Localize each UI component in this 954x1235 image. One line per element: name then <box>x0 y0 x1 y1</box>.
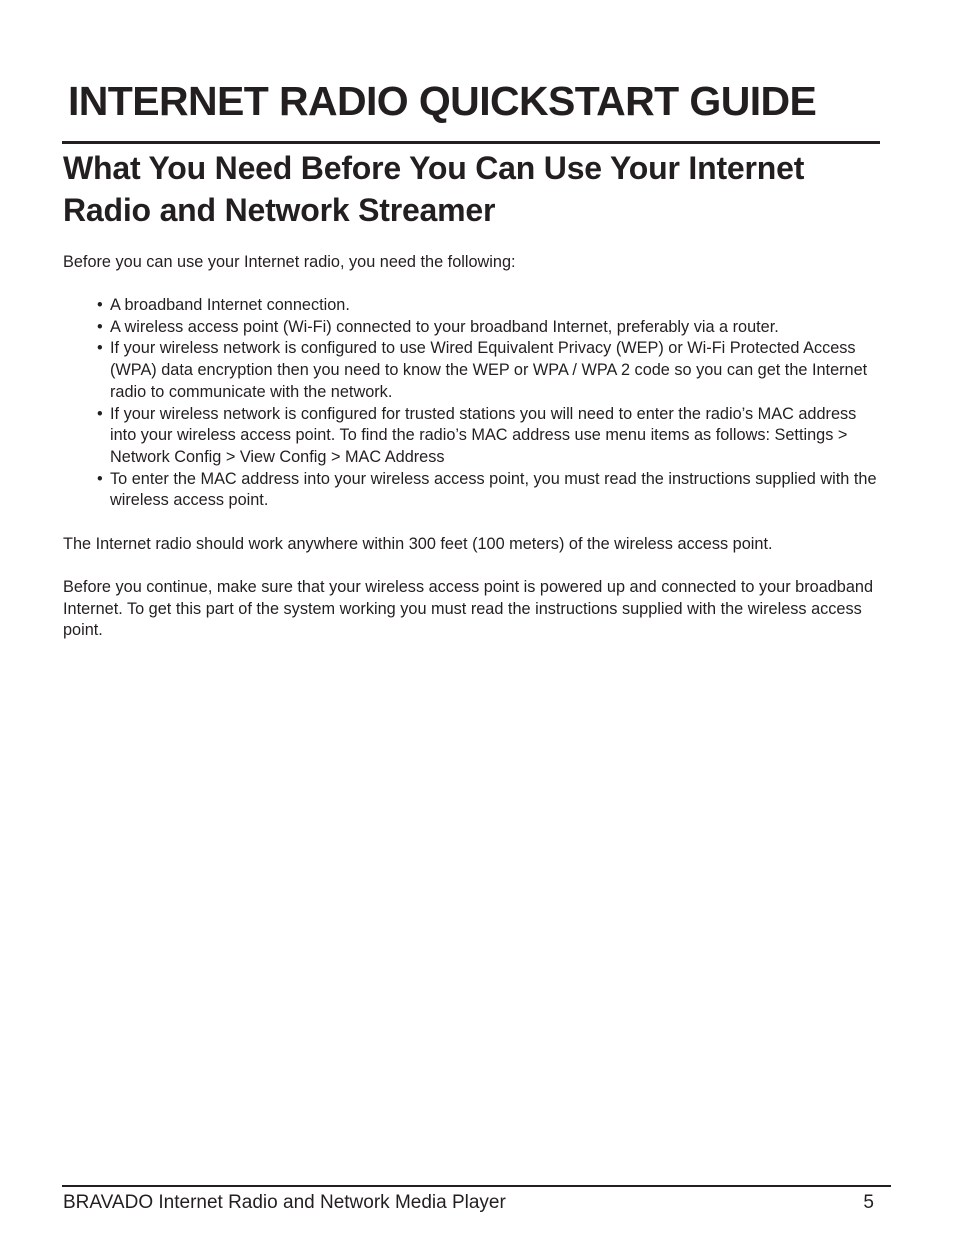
bullet-icon: • <box>97 404 103 423</box>
intro-paragraph: Before you can use your Internet radio, you need the following: <box>63 253 516 271</box>
list-item <box>97 469 887 512</box>
page-title: INTERNET RADIO QUICKSTART GUIDE <box>68 78 817 124</box>
list-item-text: A wireless access point (Wi-Fi) connected to your broadband Internet, preferably via a router. <box>110 317 779 336</box>
footer-product-name: BRAVADO Internet Radio and Network Media Player <box>63 1192 506 1213</box>
title-divider <box>62 141 880 144</box>
bullet-icon: • <box>97 317 103 336</box>
continue-paragraph: Before you continue, make sure that your wireless access point is powered up and connected to your broadband Internet. To get this part of the system working you must read the instructions supplied with the wireless access point. <box>63 578 874 640</box>
requirements-list <box>97 295 887 512</box>
footer-divider <box>62 1185 891 1187</box>
list-item <box>97 338 887 403</box>
range-paragraph: The Internet radio should work anywhere within 300 feet (100 meters) of the wireless access point. <box>63 535 773 553</box>
bullet-icon: • <box>97 469 103 488</box>
list-item-text: If your wireless network is configured for trusted stations you will need to enter the radio’s MAC address into your wireless access point. To find the radio’s MAC address use menu items as follows: Settings > Network Config > View Config > MAC Address <box>110 404 857 466</box>
bullet-icon: • <box>97 339 103 358</box>
bullet-icon: • <box>97 296 103 314</box>
list-item-text: To enter the MAC address into your wireless access point, you must read the instructions supplied with the wireless access point. <box>110 469 877 510</box>
list-item-text: If your wireless network is configured to use Wired Equivalent Privacy (WEP) or Wi-Fi Protected Access (WPA) data encryption then you need to know the WEP or WPA / WPA 2 code so you can get the Internet radio to communicate with the network. <box>110 339 868 401</box>
list-item <box>97 317 887 339</box>
list-item <box>97 295 887 317</box>
list-item <box>97 404 887 469</box>
page-number: 5 <box>863 1192 874 1213</box>
list-item-text: A broadband Internet connection. <box>110 296 350 314</box>
section-heading: What You Need Before You Can Use Your Internet Radio and Network Streamer <box>63 150 805 228</box>
